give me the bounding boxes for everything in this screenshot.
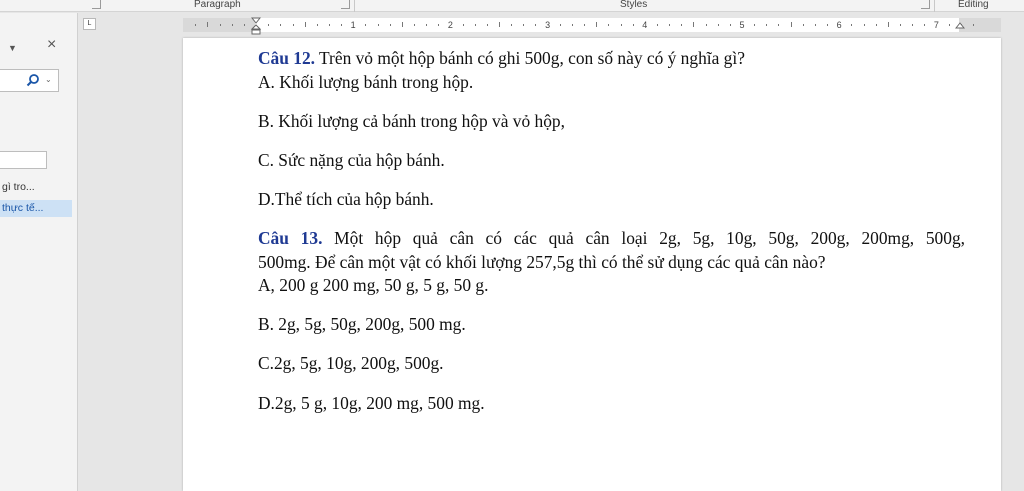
ruler-text-area — [255, 18, 959, 32]
q13-option-b: B. 2g, 5g, 50g, 200g, 500 mg. — [258, 314, 466, 334]
ruler-mark — [608, 24, 609, 26]
ruler-mark — [633, 24, 634, 26]
ruler-mark — [195, 24, 196, 26]
ruler-mark — [681, 24, 682, 26]
navigation-pane — [0, 13, 78, 491]
ruler-mark — [268, 24, 269, 26]
paragraph-group-label: Paragraph — [194, 0, 241, 10]
ruler-mark — [317, 24, 318, 26]
ruler-mark — [596, 22, 597, 27]
ruler-mark — [390, 24, 391, 26]
right-indent-marker-icon[interactable] — [955, 22, 965, 32]
pane-options-dropdown-icon[interactable]: ▼ — [8, 43, 17, 53]
ruler-mark — [244, 24, 245, 26]
ruler-mark — [523, 24, 524, 26]
ruler-mark — [305, 22, 306, 27]
styles-group-label: Styles — [620, 0, 648, 10]
horizontal-ruler[interactable] — [183, 18, 1001, 32]
ruler-mark — [535, 24, 536, 26]
ruler-mark — [220, 24, 221, 26]
ruler-mark — [693, 22, 694, 27]
ruler-mark — [207, 22, 208, 27]
group-separator — [354, 0, 355, 12]
paragraph-dialog-launcher-icon[interactable] — [341, 0, 350, 9]
question-13-label: Câu 13. — [258, 228, 323, 248]
ruler-mark — [949, 24, 950, 26]
nav-heading-item-selected[interactable]: thực tế... — [0, 200, 72, 217]
question-13-line-2: 500mg. Để cân một vật có khối lượng 257,5g thì có thể sử dụng các quả cân nào? — [258, 252, 826, 272]
q12-option-c: C. Sức nặng của hộp bánh. — [258, 150, 445, 170]
ruler-mark — [584, 24, 585, 26]
ruler-mark — [426, 24, 427, 26]
ruler-mark — [766, 24, 767, 26]
ruler-mark — [499, 22, 500, 27]
ruler-mark — [864, 24, 865, 26]
ruler-mark — [329, 24, 330, 26]
ruler-mark — [669, 24, 670, 26]
ruler-mark — [706, 24, 707, 26]
ruler-mark — [621, 24, 622, 26]
font-dialog-launcher-icon[interactable] — [92, 0, 101, 9]
q13-option-a: A, 200 g 200 mg, 50 g, 5 g, 50 g. — [258, 275, 489, 295]
ruler-mark — [402, 22, 403, 27]
search-icon[interactable] — [26, 73, 40, 87]
ruler-mark — [803, 24, 804, 26]
ruler-number-label: 6 — [836, 20, 842, 30]
ruler-number-label: 3 — [545, 20, 551, 30]
group-separator — [934, 0, 935, 12]
ruler-number-label: 1 — [350, 20, 356, 30]
ruler-mark — [754, 24, 755, 26]
ruler-mark — [378, 24, 379, 26]
ruler-mark — [912, 24, 913, 26]
ruler-mark — [973, 24, 974, 26]
ruler-mark — [730, 24, 731, 26]
ruler-number-label: 2 — [447, 20, 453, 30]
ruler-mark — [475, 24, 476, 26]
question-12-label: Câu 12. — [258, 48, 316, 68]
question-13-line-1 — [258, 228, 965, 248]
ruler-mark — [900, 24, 901, 26]
q13-option-d: D.2g, 5 g, 10g, 200 mg, 500 mg. — [258, 393, 485, 413]
ruler-mark — [232, 24, 233, 26]
ruler-number-label: 7 — [933, 20, 939, 30]
ruler-mark — [487, 24, 488, 26]
styles-dialog-launcher-icon[interactable] — [921, 0, 930, 9]
ruler-mark — [827, 24, 828, 26]
ruler-mark — [280, 24, 281, 26]
q12-option-a: A. Khối lượng bánh trong hộp. — [258, 72, 474, 92]
document-page[interactable] — [183, 38, 1001, 491]
ruler-mark — [718, 24, 719, 26]
ruler-mark — [572, 24, 573, 26]
ruler-mark — [414, 24, 415, 26]
q12-option-b: B. Khối lượng cả bánh trong hộp và vỏ hộp, — [258, 111, 565, 131]
ruler-mark — [851, 24, 852, 26]
q13-option-c: C.2g, 5g, 10g, 200g, 500g. — [258, 353, 444, 373]
ruler-number-label: 4 — [642, 20, 648, 30]
ruler-mark — [815, 24, 816, 26]
q12-option-d: D.Thể tích của hộp bánh. — [258, 189, 434, 209]
ruler-mark — [560, 24, 561, 26]
ruler-number-label: 5 — [739, 20, 745, 30]
ribbon-group-labels — [0, 0, 1024, 12]
question-12-text: Trên vỏ một hộp bánh có ghi 500g, con số này có ý nghĩa gì? — [315, 48, 745, 68]
tab-stop-selector[interactable]: L — [83, 18, 96, 30]
close-pane-icon[interactable]: × — [47, 36, 57, 53]
question-13-text: Một hộp quả cân có các quả cân loại 2g, 5g, 10g, 50g, 200g, 200mg, 500g, — [322, 228, 965, 248]
ruler-mark — [463, 24, 464, 26]
search-options-chevron-icon[interactable]: ⌄ — [45, 75, 52, 84]
question-12 — [258, 48, 745, 68]
ruler-mark — [876, 24, 877, 26]
ruler-mark — [341, 24, 342, 26]
ruler-mark — [778, 24, 779, 26]
navigation-search-input[interactable] — [0, 69, 59, 92]
ruler-mark — [293, 24, 294, 26]
nav-heading-item[interactable]: gì tro... — [2, 181, 35, 193]
editing-group-label: Editing — [958, 0, 989, 10]
navigation-view-box[interactable] — [0, 151, 47, 169]
ruler-mark — [924, 24, 925, 26]
first-line-indent-marker-icon[interactable] — [251, 17, 261, 35]
ruler-mark — [791, 22, 792, 27]
ruler-mark — [888, 22, 889, 27]
ruler-mark — [657, 24, 658, 26]
ruler-mark — [365, 24, 366, 26]
ruler-mark — [511, 24, 512, 26]
ruler-mark — [438, 24, 439, 26]
